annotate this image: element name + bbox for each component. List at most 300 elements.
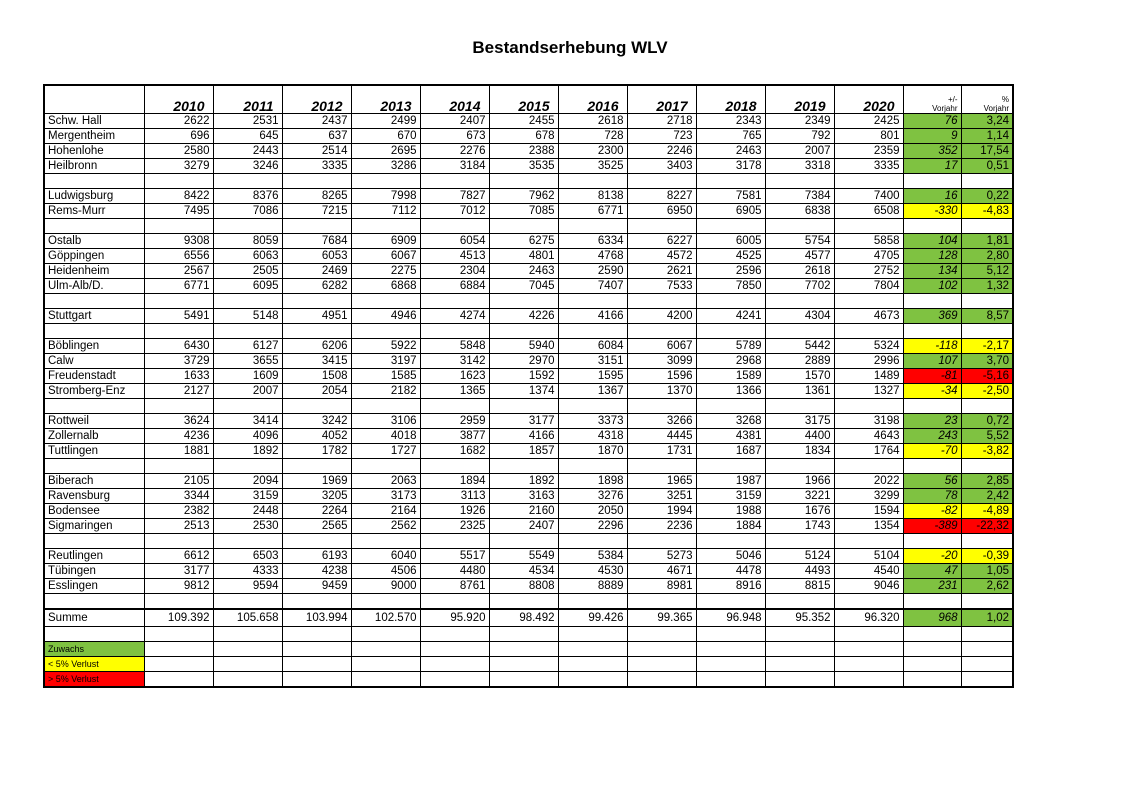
empty-cell <box>696 399 765 414</box>
pct-value: 1,81 <box>961 234 1013 249</box>
empty-cell <box>627 459 696 474</box>
empty-cell <box>696 219 765 234</box>
year-value: 1354 <box>834 519 903 534</box>
empty-cell <box>351 672 420 688</box>
table-row <box>44 309 1013 324</box>
table-row <box>44 414 1013 429</box>
year-value: 3415 <box>282 354 351 369</box>
sum-pct: 1,02 <box>961 609 1013 627</box>
year-value: 3242 <box>282 414 351 429</box>
table-row <box>44 159 1013 174</box>
diff-value: 352 <box>903 144 961 159</box>
empty-cell <box>903 459 961 474</box>
diff-value: 134 <box>903 264 961 279</box>
pct-value: -3,82 <box>961 444 1013 459</box>
year-value: 4493 <box>765 564 834 579</box>
diff-value: -81 <box>903 369 961 384</box>
year-value: 6909 <box>351 234 420 249</box>
year-value: 1676 <box>765 504 834 519</box>
empty-cell <box>903 594 961 610</box>
empty-cell <box>489 219 558 234</box>
year-value: 1898 <box>558 474 627 489</box>
empty-cell <box>144 657 213 672</box>
legend-swatch-label: > 5% Verlust <box>44 672 144 688</box>
empty-cell <box>213 534 282 549</box>
year-value: 2752 <box>834 264 903 279</box>
year-value: 2304 <box>420 264 489 279</box>
empty-cell <box>213 594 282 610</box>
year-value: 4673 <box>834 309 903 324</box>
empty-cell <box>696 534 765 549</box>
year-value: 8981 <box>627 579 696 594</box>
year-value: 6067 <box>627 339 696 354</box>
year-value: 6868 <box>351 279 420 294</box>
year-value: 2296 <box>558 519 627 534</box>
pct-value: 5,52 <box>961 429 1013 444</box>
year-value: 9594 <box>213 579 282 594</box>
empty-cell <box>627 594 696 610</box>
year-value: 4236 <box>144 429 213 444</box>
empty-cell <box>351 594 420 610</box>
diff-value: -82 <box>903 504 961 519</box>
year-value: 4274 <box>420 309 489 324</box>
empty-cell <box>903 399 961 414</box>
empty-cell <box>558 174 627 189</box>
pct-value: 3,24 <box>961 114 1013 129</box>
empty-cell <box>420 459 489 474</box>
year-value: 3175 <box>765 414 834 429</box>
year-value: 1764 <box>834 444 903 459</box>
year-value: 3268 <box>696 414 765 429</box>
year-value: 9000 <box>351 579 420 594</box>
empty-cell <box>489 627 558 642</box>
district-name: Ostalb <box>44 234 144 249</box>
empty-cell <box>765 459 834 474</box>
table-row <box>44 234 1013 249</box>
empty-cell <box>282 174 351 189</box>
sum-value: 109.392 <box>144 609 213 627</box>
district-name: Stuttgart <box>44 309 144 324</box>
year-value: 2469 <box>282 264 351 279</box>
year-value: 1489 <box>834 369 903 384</box>
pct-value: -4,89 <box>961 504 1013 519</box>
pct-value: 2,80 <box>961 249 1013 264</box>
year-value: 673 <box>420 129 489 144</box>
pct-value: -5,16 <box>961 369 1013 384</box>
empty-cell <box>903 657 961 672</box>
year-value: 3279 <box>144 159 213 174</box>
pct-value: 0,51 <box>961 159 1013 174</box>
year-value: 1884 <box>696 519 765 534</box>
empty-cell <box>961 294 1013 309</box>
empty-cell <box>44 219 144 234</box>
year-value: 2264 <box>282 504 351 519</box>
table-row <box>44 489 1013 504</box>
spacer-row <box>44 174 1013 189</box>
year-value: 3299 <box>834 489 903 504</box>
empty-cell <box>351 657 420 672</box>
year-value: 5922 <box>351 339 420 354</box>
year-value: 1570 <box>765 369 834 384</box>
year-value: 6838 <box>765 204 834 219</box>
empty-cell <box>903 642 961 657</box>
year-value: 678 <box>489 129 558 144</box>
district-name: Stromberg-Enz <box>44 384 144 399</box>
empty-cell <box>213 219 282 234</box>
empty-cell <box>351 324 420 339</box>
year-value: 2359 <box>834 144 903 159</box>
year-value: 4478 <box>696 564 765 579</box>
year-value: 1965 <box>627 474 696 489</box>
year-value: 1881 <box>144 444 213 459</box>
table-row <box>44 504 1013 519</box>
year-value: 1589 <box>696 369 765 384</box>
spacer-row <box>44 294 1013 309</box>
district-name: Rems-Murr <box>44 204 144 219</box>
pct-value: -0,39 <box>961 549 1013 564</box>
year-value: 2970 <box>489 354 558 369</box>
year-value: 4226 <box>489 309 558 324</box>
empty-cell <box>213 324 282 339</box>
empty-cell <box>903 174 961 189</box>
year-value: 8889 <box>558 579 627 594</box>
year-value: 7112 <box>351 204 420 219</box>
year-value: 3159 <box>696 489 765 504</box>
empty-cell <box>834 627 903 642</box>
year-value: 2618 <box>765 264 834 279</box>
empty-cell <box>351 627 420 642</box>
year-value: 3178 <box>696 159 765 174</box>
year-value: 6771 <box>144 279 213 294</box>
legend-swatch-label: Zuwachs <box>44 642 144 657</box>
empty-cell <box>213 399 282 414</box>
year-value: 1987 <box>696 474 765 489</box>
year-value: 5442 <box>765 339 834 354</box>
year-value: 3335 <box>834 159 903 174</box>
year-value: 1892 <box>489 474 558 489</box>
diff-value: 76 <box>903 114 961 129</box>
year-value: 2094 <box>213 474 282 489</box>
year-value: 3205 <box>282 489 351 504</box>
year-value: 2455 <box>489 114 558 129</box>
empty-cell <box>834 399 903 414</box>
empty-cell <box>420 642 489 657</box>
year-value: 9046 <box>834 579 903 594</box>
year-value: 2505 <box>213 264 282 279</box>
year-value: 1585 <box>351 369 420 384</box>
pct-value: -4,83 <box>961 204 1013 219</box>
district-name: Ulm-Alb/D. <box>44 279 144 294</box>
empty-cell <box>213 174 282 189</box>
year-value: 8059 <box>213 234 282 249</box>
year-value: 5046 <box>696 549 765 564</box>
empty-cell <box>765 594 834 610</box>
year-value: 1834 <box>765 444 834 459</box>
year-value: 5384 <box>558 549 627 564</box>
year-value: 6084 <box>558 339 627 354</box>
district-name: Göppingen <box>44 249 144 264</box>
empty-cell <box>696 294 765 309</box>
year-value: 2382 <box>144 504 213 519</box>
empty-cell <box>961 459 1013 474</box>
year-value: 8808 <box>489 579 558 594</box>
year-value: 5858 <box>834 234 903 249</box>
table-row <box>44 474 1013 489</box>
pct-value: 0,72 <box>961 414 1013 429</box>
year-value: 7533 <box>627 279 696 294</box>
year-value: 7827 <box>420 189 489 204</box>
empty-cell <box>903 534 961 549</box>
year-value: 4238 <box>282 564 351 579</box>
district-name: Zollernalb <box>44 429 144 444</box>
diff-value: 56 <box>903 474 961 489</box>
year-value: 1894 <box>420 474 489 489</box>
district-name: Sigmaringen <box>44 519 144 534</box>
year-value: 4525 <box>696 249 765 264</box>
year-value: 2596 <box>696 264 765 279</box>
sum-value: 103.994 <box>282 609 351 627</box>
year-value: 4705 <box>834 249 903 264</box>
year-value: 4643 <box>834 429 903 444</box>
year-value: 3246 <box>213 159 282 174</box>
year-value: 3286 <box>351 159 420 174</box>
year-value: 1857 <box>489 444 558 459</box>
year-value: 2622 <box>144 114 213 129</box>
district-name: Bodensee <box>44 504 144 519</box>
year-value: 2618 <box>558 114 627 129</box>
table-row <box>44 549 1013 564</box>
year-value: 7012 <box>420 204 489 219</box>
year-value: 3373 <box>558 414 627 429</box>
empty-cell <box>44 324 144 339</box>
pct-value: -2,17 <box>961 339 1013 354</box>
year-value: 7495 <box>144 204 213 219</box>
pct-value: 1,32 <box>961 279 1013 294</box>
year-value: 2443 <box>213 144 282 159</box>
year-value: 2996 <box>834 354 903 369</box>
year-value: 4513 <box>420 249 489 264</box>
year-header: 2010 <box>144 85 213 114</box>
empty-cell <box>144 534 213 549</box>
empty-cell <box>44 594 144 610</box>
year-value: 1508 <box>282 369 351 384</box>
empty-cell <box>834 324 903 339</box>
legend-row <box>44 657 1013 672</box>
year-header: 2014 <box>420 85 489 114</box>
empty-cell <box>282 459 351 474</box>
empty-cell <box>558 459 627 474</box>
year-value: 7702 <box>765 279 834 294</box>
year-header: 2018 <box>696 85 765 114</box>
year-value: 2565 <box>282 519 351 534</box>
empty-cell <box>961 324 1013 339</box>
empty-cell <box>420 219 489 234</box>
year-value: 765 <box>696 129 765 144</box>
year-value: 2388 <box>489 144 558 159</box>
empty-cell <box>961 657 1013 672</box>
header-corner-cell <box>44 85 144 114</box>
year-value: 670 <box>351 129 420 144</box>
empty-cell <box>627 642 696 657</box>
year-value: 2407 <box>489 519 558 534</box>
empty-cell <box>420 657 489 672</box>
year-value: 1687 <box>696 444 765 459</box>
empty-cell <box>765 642 834 657</box>
year-value: 1623 <box>420 369 489 384</box>
year-value: 4018 <box>351 429 420 444</box>
year-value: 3318 <box>765 159 834 174</box>
year-value: 1682 <box>420 444 489 459</box>
year-value: 696 <box>144 129 213 144</box>
year-value: 7400 <box>834 189 903 204</box>
year-value: 1594 <box>834 504 903 519</box>
empty-cell <box>144 174 213 189</box>
year-value: 4534 <box>489 564 558 579</box>
year-value: 4381 <box>696 429 765 444</box>
year-value: 3198 <box>834 414 903 429</box>
empty-cell <box>489 642 558 657</box>
empty-cell <box>144 672 213 688</box>
year-value: 7085 <box>489 204 558 219</box>
diff-value: 231 <box>903 579 961 594</box>
pct-value: 1,05 <box>961 564 1013 579</box>
empty-cell <box>627 324 696 339</box>
empty-cell <box>213 459 282 474</box>
empty-cell <box>765 627 834 642</box>
year-value: 723 <box>627 129 696 144</box>
year-value: 6040 <box>351 549 420 564</box>
year-value: 2300 <box>558 144 627 159</box>
year-value: 6905 <box>696 204 765 219</box>
year-value: 2567 <box>144 264 213 279</box>
year-value: 8227 <box>627 189 696 204</box>
empty-cell <box>834 534 903 549</box>
year-value: 7850 <box>696 279 765 294</box>
table-row <box>44 189 1013 204</box>
empty-cell <box>144 219 213 234</box>
year-value: 637 <box>282 129 351 144</box>
sum-value: 96.948 <box>696 609 765 627</box>
table-row <box>44 144 1013 159</box>
year-value: 4318 <box>558 429 627 444</box>
year-value: 4951 <box>282 309 351 324</box>
membership-table <box>43 84 1014 688</box>
year-value: 6334 <box>558 234 627 249</box>
empty-cell <box>144 459 213 474</box>
year-value: 5549 <box>489 549 558 564</box>
table-row <box>44 114 1013 129</box>
year-value: 6005 <box>696 234 765 249</box>
year-value: 2164 <box>351 504 420 519</box>
empty-cell <box>44 294 144 309</box>
year-header: 2017 <box>627 85 696 114</box>
year-value: 4572 <box>627 249 696 264</box>
pct-value: 8,57 <box>961 309 1013 324</box>
legend-row <box>44 642 1013 657</box>
table-row <box>44 519 1013 534</box>
empty-cell <box>282 672 351 688</box>
year-value: 1994 <box>627 504 696 519</box>
district-name: Böblingen <box>44 339 144 354</box>
empty-cell <box>834 459 903 474</box>
sum-diff: 968 <box>903 609 961 627</box>
district-name: Tübingen <box>44 564 144 579</box>
year-value: 2695 <box>351 144 420 159</box>
year-value: 6430 <box>144 339 213 354</box>
year-value: 6282 <box>282 279 351 294</box>
year-value: 6067 <box>351 249 420 264</box>
year-value: 3106 <box>351 414 420 429</box>
year-value: 5848 <box>420 339 489 354</box>
year-value: 3251 <box>627 489 696 504</box>
empty-cell <box>44 174 144 189</box>
empty-cell <box>627 399 696 414</box>
diff-value: -20 <box>903 549 961 564</box>
district-name: Reutlingen <box>44 549 144 564</box>
empty-cell <box>765 174 834 189</box>
year-value: 6095 <box>213 279 282 294</box>
sum-value: 98.492 <box>489 609 558 627</box>
year-value: 8761 <box>420 579 489 594</box>
year-value: 7684 <box>282 234 351 249</box>
diff-value: 102 <box>903 279 961 294</box>
year-value: 2276 <box>420 144 489 159</box>
year-value: 1361 <box>765 384 834 399</box>
year-value: 1731 <box>627 444 696 459</box>
spacer-row <box>44 399 1013 414</box>
diff-header <box>903 85 961 114</box>
year-value: 2531 <box>213 114 282 129</box>
year-value: 3177 <box>489 414 558 429</box>
year-value: 4200 <box>627 309 696 324</box>
year-value: 1926 <box>420 504 489 519</box>
year-value: 8815 <box>765 579 834 594</box>
year-value: 3099 <box>627 354 696 369</box>
year-value: 6950 <box>627 204 696 219</box>
empty-cell <box>765 399 834 414</box>
empty-cell <box>765 534 834 549</box>
empty-cell <box>489 459 558 474</box>
pct-value: 5,12 <box>961 264 1013 279</box>
empty-cell <box>213 294 282 309</box>
empty-cell <box>144 627 213 642</box>
year-value: 3159 <box>213 489 282 504</box>
empty-cell <box>696 642 765 657</box>
year-value: 3113 <box>420 489 489 504</box>
district-name: Freudenstadt <box>44 369 144 384</box>
empty-cell <box>834 642 903 657</box>
year-value: 1633 <box>144 369 213 384</box>
district-name: Heidenheim <box>44 264 144 279</box>
pct-value: 2,85 <box>961 474 1013 489</box>
spacer-row <box>44 534 1013 549</box>
header-row <box>44 85 1013 114</box>
empty-cell <box>282 642 351 657</box>
year-value: 2050 <box>558 504 627 519</box>
empty-cell <box>558 657 627 672</box>
year-value: 1966 <box>765 474 834 489</box>
empty-cell <box>282 294 351 309</box>
diff-value: 47 <box>903 564 961 579</box>
year-header: 2011 <box>213 85 282 114</box>
year-value: 2063 <box>351 474 420 489</box>
empty-cell <box>834 672 903 688</box>
year-value: 6063 <box>213 249 282 264</box>
empty-cell <box>903 627 961 642</box>
diff-value: -118 <box>903 339 961 354</box>
empty-cell <box>282 627 351 642</box>
spacer-row <box>44 324 1013 339</box>
